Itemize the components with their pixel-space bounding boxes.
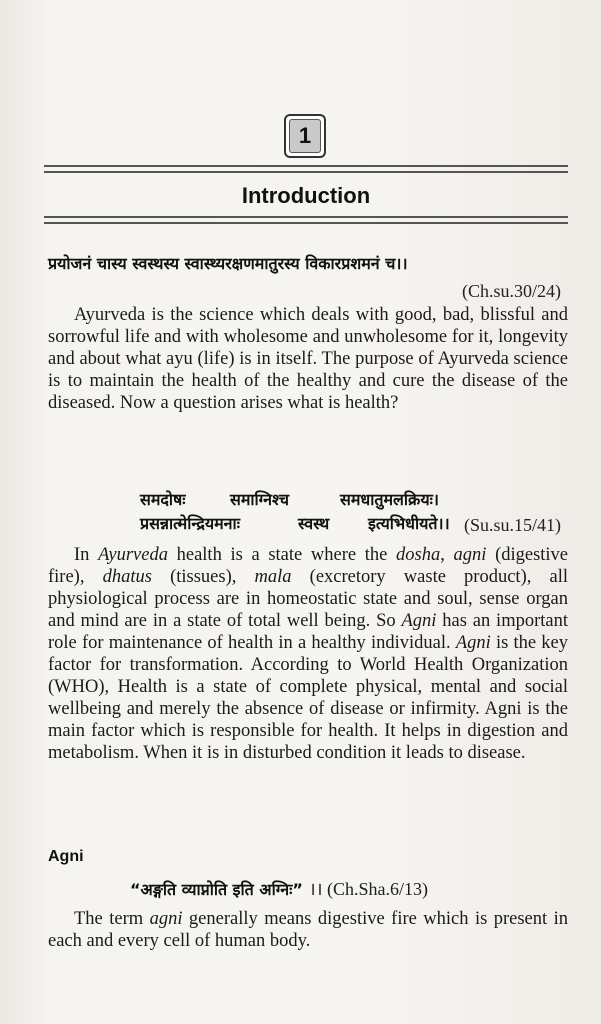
verse-line-1	[140, 487, 470, 511]
sanskrit-quote-2-text: “अङ्गति व्याप्नोति इति अग्निः”	[130, 880, 303, 899]
reference-2: (Su.su.15/41)	[463, 515, 561, 535]
sanskrit-verse	[140, 487, 470, 535]
reference-3: ।। (Ch.Sha.6/13)	[308, 879, 429, 899]
verse-word: समाग्निश्च	[230, 490, 290, 509]
paragraph-2: In Ayurveda health is a state where the dosha, agni (digestive fire), dhatus (tissues), mala (excretory waste product), all physiological process are in homeostatic state and soul, sense organ and mind are in a state of total well being. So Agni has an important role for maintenance of health in a healthy individual. Agni is the key factor for transformation. According to World Health Organization (WHO), Health is a state of complete physical, mental and social wellbeing and merely the absence of disease or infirmity. Agni is the main factor which is responsible for health. It helps in digestion and metabolism. When it is in disturbed condition it leads to disease.	[48, 545, 569, 763]
chapter-number-badge	[284, 114, 326, 158]
paragraph-3: The term agni generally means digestive fire which is present in each and every cell of human body.	[48, 909, 568, 951]
verse-word: प्रसन्नात्मेन्द्रियमनाः	[140, 514, 240, 533]
chapter-title-text: Introduction	[232, 183, 380, 208]
sanskrit-quote-1: प्रयोजनं चास्य स्वस्थस्य स्वास्थ्यरक्षणमातुरस्य विकारप्रशमनं च।।	[48, 254, 408, 273]
reference-1: (Ch.su.30/24)	[462, 281, 561, 301]
bottom-rule-lines	[44, 216, 568, 228]
verse-word: इत्यभिधीयते।।	[368, 514, 450, 533]
chapter-number: 1	[289, 119, 321, 153]
section-heading-agni: Agni	[48, 848, 84, 865]
top-rule-lines	[44, 165, 568, 177]
verse-line-2	[140, 511, 470, 535]
verse-word: समधातुमलक्रियः।	[340, 490, 439, 509]
paragraph-1: Ayurveda is the science which deals with good, bad, blissful and sorrowful life and with wholesome and unwholesome for it, longevity and about what ayu (life) is in itself. The purpose of Ayurveda science is to maintain the health of the healthy and cure the disease of the diseased. Now a question arises what is health?	[48, 305, 568, 413]
verse-word: स्वस्थ	[298, 514, 330, 533]
verse-word: समदोषः	[140, 490, 186, 509]
chapter-title	[44, 183, 568, 209]
sanskrit-quote-2	[130, 877, 428, 901]
